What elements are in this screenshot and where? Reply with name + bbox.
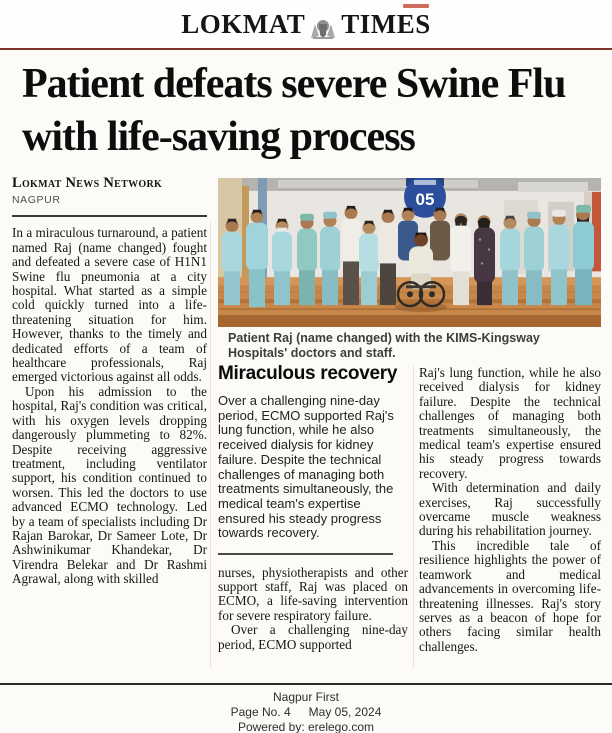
column-divider — [413, 366, 414, 668]
article-photo — [218, 178, 601, 327]
svg-text:05: 05 — [415, 189, 435, 209]
footer-page-date — [0, 705, 612, 720]
column-3 — [419, 366, 601, 654]
column-2 — [218, 363, 408, 652]
page-footer — [0, 690, 612, 733]
column-divider — [210, 222, 211, 668]
byline-city: NAGPUR — [12, 194, 61, 206]
body-paragraph: This incredible tale of resilience highlights the power of teamwork and medical advancements in overcoming life-threatening illnesses. Raj's story serves as a beacon of hope for others facing similar health challenges. — [419, 537, 601, 654]
body-paragraph: Over a challenging nine-day period, ECMO supported — [218, 622, 408, 652]
masthead — [0, 0, 612, 49]
footer-page-number: Page No. 4 — [230, 705, 291, 719]
photo-caption: Patient Raj (name changed) with the KIMS-Kingsway Hospitals' doctors and staff. — [228, 331, 540, 360]
body-paragraph: Raj's lung function, while he also received dialysis for kidney failure. Despite the technical challenges of managing both treatments simultaneously, the medical team's expertise ensured his steady progress towards recovery. — [419, 365, 601, 481]
box-divider — [218, 553, 393, 555]
crest-emblem-icon — [308, 16, 338, 40]
box-heading: Miraculous recovery — [218, 363, 398, 384]
masthead-divider — [0, 48, 612, 50]
footer-edition: Nagpur First — [272, 690, 340, 704]
footer-date: May 05, 2024 — [308, 705, 382, 719]
body-paragraph: With determination and daily exercises, Raj successfully overcame muscle weakness during his rehabilitation journey. — [419, 480, 601, 539]
byline-agency: Lokmat News Network — [12, 175, 163, 191]
column-1 — [12, 176, 207, 587]
masthead-tagline-mark — [403, 4, 429, 8]
hospital-group-photo — [218, 178, 601, 327]
body-paragraph: Upon his admission to the hospital, Raj's condition was critical, with his oxygen levels dropping dangerously plummeting to 82%. Despite receiving aggressive treatment, including ventilator support, his condition continued to worsen. This led the doctors to use advanced ECMO technology. Led by a team of specialists including Dr Rajan Barokar, Dr Sameer Lote, Dr Ashwinikumar Khandekar, Dr Virendra Belekar and Dr Rashmi Agrawal, along with skilled — [12, 383, 207, 587]
byline-divider — [12, 215, 207, 217]
article-headline: Patient defeats severe Swine Flu with life-saving process — [22, 61, 566, 160]
footer-powered-by: Powered by: erelego.com — [237, 720, 375, 733]
box-text: Over a challenging nine-day period, ECMO supported Raj's lung function, while he also received dialysis for kidney failure. Despite the technical challenges of managing both treatments simultaneously, the medical team's expertise ensured his steady progress towards recovery. — [218, 393, 394, 541]
masthead-word-times: TIMES — [341, 9, 431, 39]
body-paragraph: In a miraculous turnaround, a patient named Raj (name changed) fought and defeated a severe case of H1N1 Swine flu pneumonia at a city hospital. What started as a simple cold quickly turned into a life-threatening situation for him. However, thanks to the timely and dedicated efforts of a team of healthcare professionals, Raj emerged victorious against all odds. — [12, 225, 207, 385]
body-paragraph: nurses, physiotherapists and other support staff, Raj was placed on ECMO, a life-saving intervention for severe respiratory failure. — [218, 564, 408, 623]
masthead-word-lokmat: LOKMAT — [181, 9, 306, 39]
footer-divider — [0, 683, 612, 685]
